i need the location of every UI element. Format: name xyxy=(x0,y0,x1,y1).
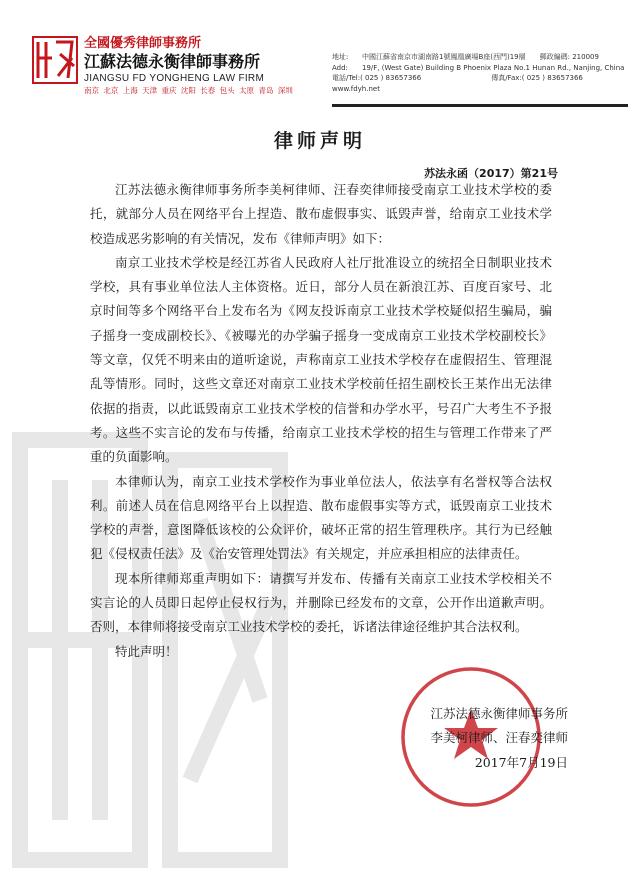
document-number: 苏法永函（2017）第21号 xyxy=(424,167,558,180)
branch-cities: 南京 北京 上海 天津 重庆 沈阳 长春 包头 太原 青岛 深圳 xyxy=(84,86,293,95)
signature-block xyxy=(430,702,568,775)
firm-name: 江蘇法德永衡律師事務所 xyxy=(84,52,261,71)
paragraph: 本律师认为，南京工业技术学校作为事业单位法人，依法享有名誉权等合法权利。前述人员在信息网络平台上以捏造、散布虚假事实等方式，诋毁南京工业技术学校的声誉，意图降低该校的公众评价，破坏正常的招生管理秩序。其行为已经触犯《侵权责任法》及《治安管理处罚法》有关规定，并应承担相应的法律责任。 xyxy=(90,473,552,562)
address-en-value: 19/F, (West Gate) Building B Phoenix Plaza No.1 Hunan Rd., Nanjing, China xyxy=(362,63,624,72)
statement-body xyxy=(90,178,552,664)
zip-value: 210009 xyxy=(572,53,599,61)
zip-label: 郵政編碼: xyxy=(539,53,570,61)
fax-value: ( 025 ) 83657366 xyxy=(521,74,583,82)
tel-value: ( 025 ) 83657366 xyxy=(360,74,422,82)
address-value: 中國江蘇省南京市湖南路1號鳳凰廣場B座(西門)19層 xyxy=(362,53,526,61)
signature-lawyers: 李美柯律师、汪春奕律师 xyxy=(430,730,568,746)
paragraph: 南京工业技术学校是经江苏省人民政府人社厅批准设立的统招全日制职业技术学校，具有事业单位法人主体资格。近日，部分人员在新浪江苏、百度百家号、北京时间等多个网络平台上发布名为《网友投诉南京工业技术学校疑似招生骗局，骗子摇身一变成副校长》、《被曝光的办学骗子摇身一变成南京工业技术学校副校长》等文章，仅凭不明来由的道听途说，声称南京工业技术学校存在虚假招生、管理混乱等情形。同时，这些文章还对南京工业技术学校前任招生副校长王某作出无法律依据的指责，以此诋毁南京工业技术学校的信誉和办学水平，号召广大考生不予报考。这些不实言论的发布与传播，给南京工业技术学校的招生与管理工作带来了严重的负面影响。 xyxy=(90,254,552,465)
header-divider xyxy=(332,104,628,107)
firm-award: 全國優秀律師事務所 xyxy=(84,36,202,51)
signature-firm: 江苏法德永衡律师事务所 xyxy=(430,706,568,721)
phone-row xyxy=(332,73,624,84)
paragraph: 特此声明！ xyxy=(115,643,178,659)
website-row xyxy=(332,84,624,95)
contact-info xyxy=(332,52,624,94)
paragraph: 江苏法德永衡律师事务所李美柯律师、汪春奕律师接受南京工业技术学校的委托，就部分人员在网络平台上捏造、散布虚假事实、诋毁声誉，给南京工业技术学校造成恶劣影响的有关情况，发布《律师声明》如下： xyxy=(90,182,552,246)
address-en-row xyxy=(332,63,624,74)
firm-logo-icon xyxy=(32,36,78,84)
signature-date: 2017年7月19日 xyxy=(474,754,568,770)
address-row xyxy=(332,52,624,63)
address-en-label: Add: xyxy=(332,63,348,72)
tel-label: 電話/Tel: xyxy=(332,74,361,82)
firm-name-english: JIANGSU FD YONGHENG LAW FIRM xyxy=(84,73,265,84)
website[interactable]: www.fdyh.net xyxy=(332,84,380,93)
paragraph: 现本所律师郑重声明如下：请撰写并发布、传播有关南京工业技术学校相关不实言论的人员即日起停止侵权行为，并删除已经发布的文章，公开作出道歉声明。否则，本律师将接受南京工业技术学校的委托，诉诸法律途径维护其合法权利。 xyxy=(90,570,552,635)
document-title: 律师声明 xyxy=(273,130,366,152)
address-label: 地址: xyxy=(332,53,349,61)
firm-identity xyxy=(84,36,264,85)
fax-label: 傳真/Fax: xyxy=(491,74,522,82)
